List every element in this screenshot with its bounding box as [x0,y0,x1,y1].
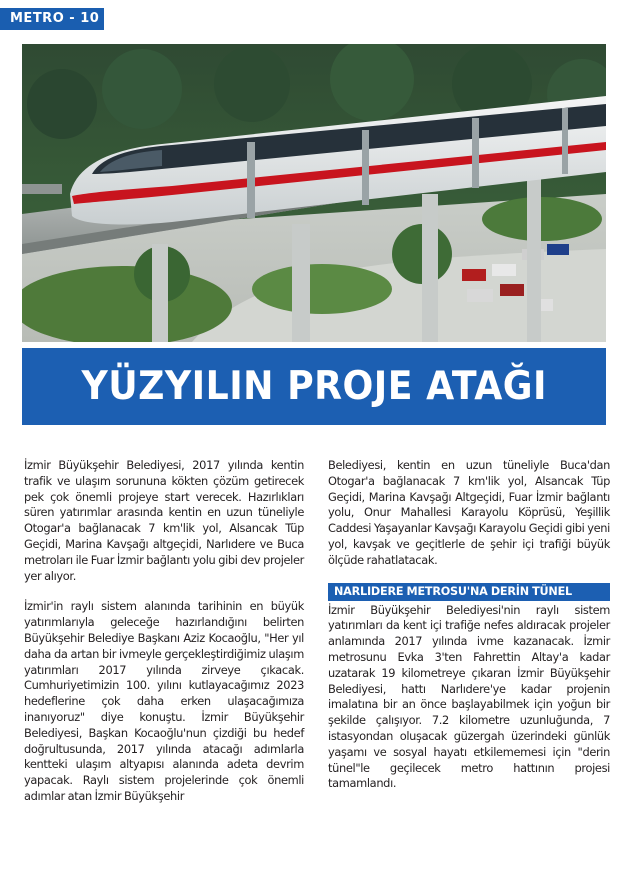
right-column [328,458,610,807]
right-paragraph-1: Belediyesi, kentin en uzun tüneliyle Buca'dan Otogar'a bağlanacak 7 km'lik yol, Alsancak Tüp Geçidi, Marina Kavşağı Altgeçidi, Fuar İzmir bağlantı yolu, Onur Mahallesi Karayolu Köprüsü, Yeşillik Caddesi Yaşayanlar Kavşağı Karayolu Geçidi gibi yeni yol, kavşak ve geçitlerle de şehir içi trafiği büyük ölçüde rahatlatacak. [328,458,610,567]
headline: YÜZYILIN PROJE ATAĞI [81,364,547,409]
page-tag: METRO - 10 [0,8,104,30]
right-paragraph-2: İzmir Büyükşehir Belediyesi'nin raylı sistem yatırımları da kent içi trafiğe nefes aldıracak projeler anlamında 2017 yılında ivme kazanacak. İzmir metrosunu Evka 3'ten Fahrettin Altay'a kadar uzatarak 19 kilometreye çıkaran İzmir Büyükşehir Belediyesi, hattı Narlıdere'ye kadar projenin imalatına bir an önce başlayabilmek için yoğun bir şekilde çalışıyor. 7.2 kilometre uzunluğunda, 7 istasyondan oluşacak güzergah üzerindeki günlük yaşamı ve sosyal hayatı etkilememesi için "derin tünel"le geçilecek metro hattının projesi tamamlandı. [328,602,610,791]
left-paragraph-1: İzmir Büyükşehir Belediyesi, 2017 yılında kentin trafik ve ulaşım sorununa kökten çözüm getirecek pek çok önemli projeye start verecek. Hazırlıkları süren yatırımlar arasında kentin en uzun tüneliyle Otogar'a bağlanacak 7 km'lik yol, Alsancak Tüp Geçidi, Marina Kavşağı altgeçidi, Narlıdere ve Buca metroları ile Fuar İzmir bağlantı yolu gibi dev projeler yer alıyor. [24,458,304,583]
hero-image [22,44,606,342]
left-paragraph-2: İzmir'in raylı sistem alanında tarihinin en büyük yatırımlarıyla geleceğe hazırlandığını belirten Büyükşehir Belediye Başkanı Aziz Kocaoğlu, "Her yıl daha da artan bir ivmeyle gerçekleştirdiğimiz ulaşım yatırımları 2017 yılında zirveye çıkacak. Cumhuriyetimizin 100. yılını kutlayacağımız 2023 hedeflerine çok daha erken ulaşacağımıza inanıyoruz" diye konuştu. İzmir Büyükşehir Belediyesi, Başkan Kocaoğlu'nun çizdiği bu hedef doğrultusunda, 2017 yılında atacağı adımlarla kentteki ulaşım altyapısı alanında adeta devrim yapacak. Raylı sistem projelerinde çok önemli adımlar atan İzmir Büyükşehir [24,599,304,803]
left-column [24,458,304,820]
headline-bar [22,348,606,425]
section-subhead: NARLIDERE METROSU'NA DERİN TÜNEL [328,583,610,601]
